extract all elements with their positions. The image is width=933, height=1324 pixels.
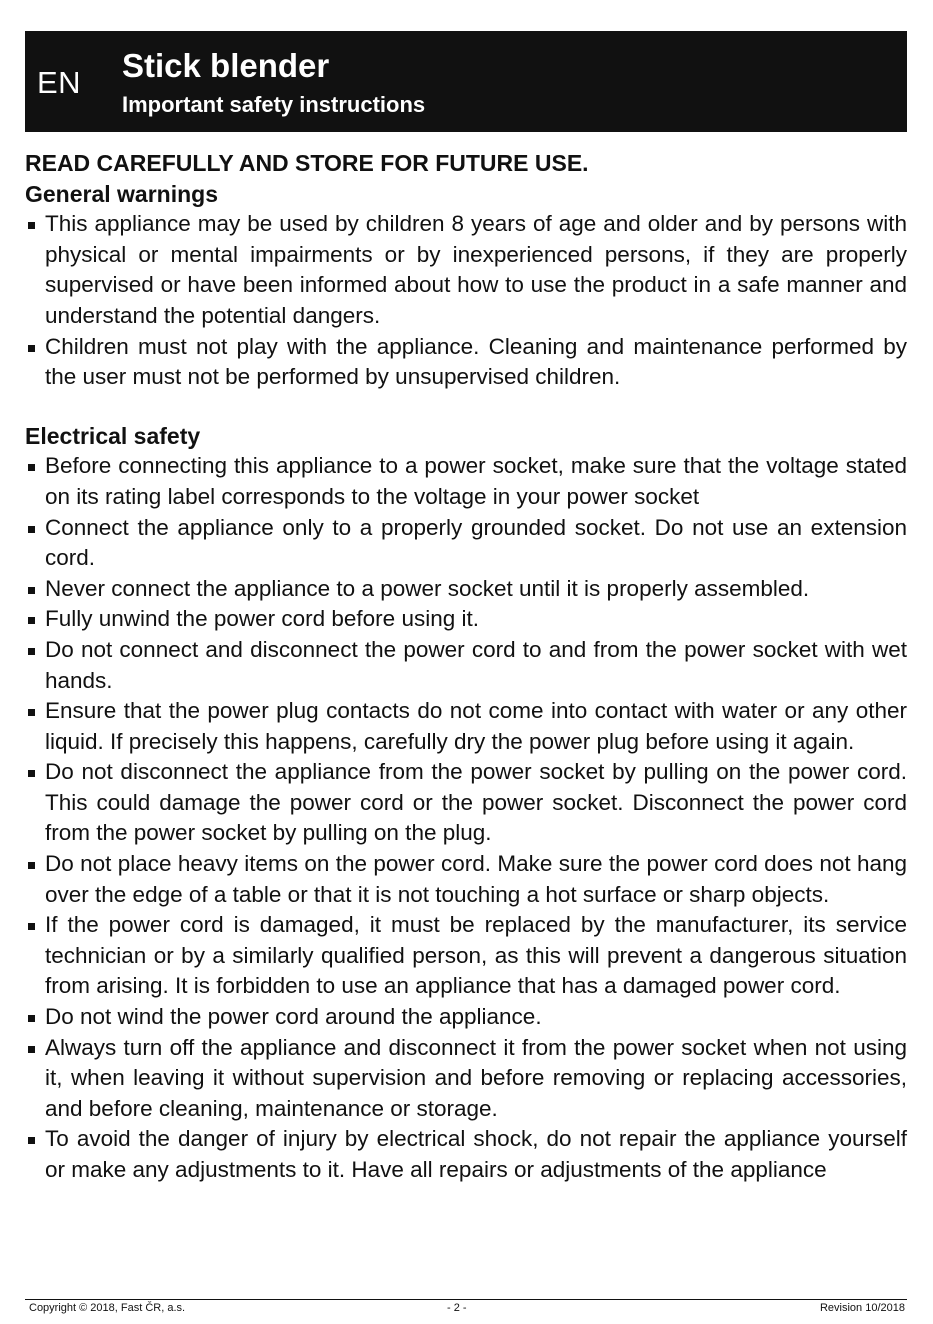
footer-page-number: - 2 - <box>447 1302 467 1314</box>
list-item: Do not disconnect the appliance from the power socket by pulling on the power cord. This could damage the power cord or the power socket. Disconnect the power cord from the power socket by pulling on the plug. <box>25 757 907 849</box>
electrical-safety-list <box>25 451 907 1185</box>
bullet-icon <box>28 345 35 352</box>
document-title: Stick blender <box>122 47 330 84</box>
list-item: Fully unwind the power cord before using it. <box>25 604 907 635</box>
list-item: Connect the appliance only to a properly grounded socket. Do not use an extension cord. <box>25 513 907 574</box>
footer-divider <box>25 1299 907 1300</box>
bullet-icon <box>28 709 35 716</box>
document-subtitle: Important safety instructions <box>122 92 426 117</box>
bullet-icon <box>28 1046 35 1053</box>
section-spacer <box>25 393 907 421</box>
general-warnings-list <box>25 209 907 393</box>
bullet-icon <box>28 770 35 777</box>
list-item: This appliance may be used by children 8 years of age and older and by persons with physical or mental impairments or by inexperienced persons, if they are properly supervised or have been informed about how to use the product in a safe manner and understand the potential dangers. <box>25 209 907 331</box>
bullet-icon <box>28 648 35 655</box>
list-item: Do not place heavy items on the power cord. Make sure the power cord does not hang over the edge of a table or that it is not touching a hot surface or sharp objects. <box>25 849 907 910</box>
bullet-icon <box>28 587 35 594</box>
bullet-icon <box>28 222 35 229</box>
bullet-icon <box>28 862 35 869</box>
bullet-icon <box>28 617 35 624</box>
list-item: Before connecting this appliance to a power socket, make sure that the voltage stated on its rating label corresponds to the voltage in your power socket <box>25 451 907 512</box>
list-item: Never connect the appliance to a power socket until it is properly assembled. <box>25 574 907 605</box>
list-item: Children must not play with the appliance. Cleaning and maintenance performed by the user must not be performed by unsupervised children. <box>25 332 907 393</box>
read-notice: READ CAREFULLY AND STORE FOR FUTURE USE. <box>25 150 589 176</box>
list-item: Do not connect and disconnect the power cord to and from the power socket with wet hands. <box>25 635 907 696</box>
list-item: Do not wind the power cord around the appliance. <box>25 1002 907 1033</box>
header-bar <box>25 31 907 132</box>
list-item: Ensure that the power plug contacts do not come into contact with water or any other liquid. If precisely this happens, carefully dry the power plug before using it again. <box>25 696 907 757</box>
list-item: Always turn off the appliance and disconnect it from the power socket when not using it, when leaving it without supervision and before removing or replacing accessories, and before cleaning, maintenance or storage. <box>25 1033 907 1125</box>
section-title-general-warnings: General warnings <box>25 180 219 207</box>
bullet-icon <box>28 1015 35 1022</box>
language-code: EN <box>37 65 82 100</box>
bullet-icon <box>28 923 35 930</box>
section-title-electrical-safety: Electrical safety <box>25 422 201 449</box>
document-body <box>25 148 907 1186</box>
footer-revision: Revision 10/2018 <box>819 1302 905 1314</box>
bullet-icon <box>28 1137 35 1144</box>
bullet-icon <box>28 464 35 471</box>
footer-copyright: Copyright © 2018, Fast ČR, a.s. <box>29 1302 186 1314</box>
bullet-icon <box>28 526 35 533</box>
list-item: If the power cord is damaged, it must be replaced by the manufacturer, its service technician or by a similarly qualified person, as this will prevent a dangerous situation from arising. It is forbidden to use an appliance that has a damaged power cord. <box>25 910 907 1002</box>
list-item: To avoid the danger of injury by electrical shock, do not repair the appliance yourself or make any adjustments to it. Have all repairs or adjustments of the appliance <box>25 1124 907 1185</box>
